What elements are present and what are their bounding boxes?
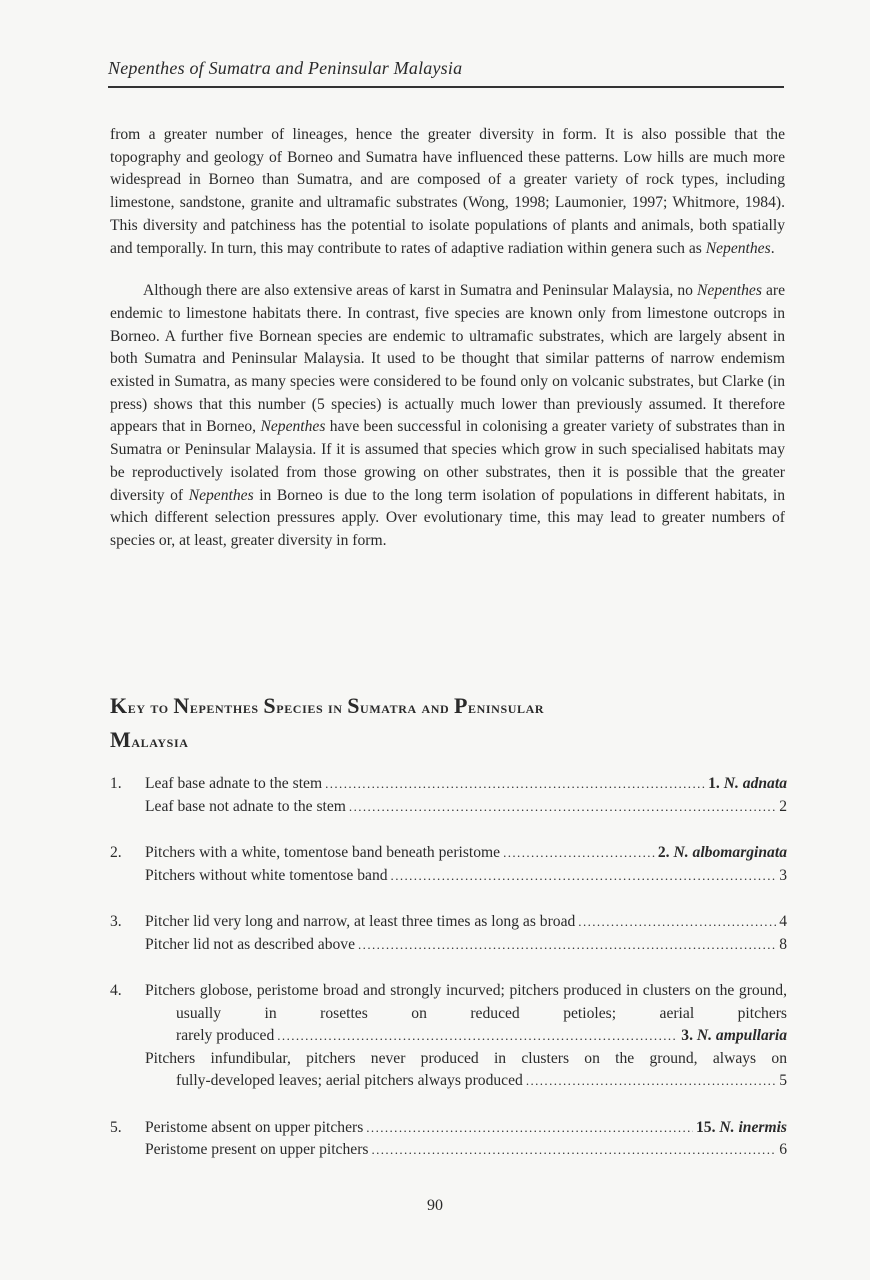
lead-text: Peristome absent on upper pitchers	[145, 1118, 364, 1136]
key-lead-5a	[110, 1117, 787, 1140]
lead-text: Pitchers globose, peristome broad and strongly incurved; pitchers produced in clusters on the ground, usually in rosettes on reduced petioles; aerial pitchers	[145, 982, 787, 1022]
p2-genus-2: Nepenthes	[260, 418, 326, 436]
lead-result-taxon: 1. N. adnata	[708, 775, 787, 792]
leader-dots	[325, 773, 705, 796]
lead-goto: 4	[779, 913, 787, 930]
lead-text: Pitchers infundibular, pitchers never produced in clusters on the ground, always on	[145, 1049, 787, 1067]
lead-goto: 8	[779, 935, 787, 953]
lead-result-taxon: 15. N. inermis	[696, 1118, 787, 1136]
lead-text: Pitchers without white tomentose band	[145, 866, 388, 884]
key-lead-3a	[110, 911, 787, 934]
leader-dots	[578, 911, 776, 934]
lead-text-last: rarely produced	[176, 1027, 275, 1044]
lead-4a-wrapped	[145, 980, 787, 1048]
p1-genus: Nepenthes	[705, 239, 771, 257]
couplet-number: 2.	[110, 844, 122, 861]
leader-dots	[391, 865, 777, 888]
lead-result-taxon: 2. N. albomarginata	[657, 844, 787, 861]
lead-text-last: fully-developed leaves; aerial pitchers always produced	[176, 1072, 523, 1089]
page-number: 90	[427, 1197, 443, 1214]
lead-text: Pitchers with a white, tomentose band beneath peristome	[145, 844, 501, 861]
lead-text: Pitcher lid not as described above	[145, 935, 356, 953]
p2-text-4: in Borneo is due to the long term isolation of populations in different habitats, in which different selection pressures apply. Over evolutionary time, this may lead to greater numbers of species or, at least, greater diversity in form.	[110, 486, 786, 549]
p2-text-3: have been successful in colonising a greater variety of substrates than in Sumatra or Peninsular Malaysia. If it is assumed that species which grow in such specialised habitats may be reproductively isolated from those growing on other substrates, then it is possible that the greater diversity of	[110, 418, 785, 504]
leader-dots	[371, 1139, 776, 1162]
couplet-number: 5.	[110, 1118, 122, 1136]
running-title: Nepenthes of Sumatra and Peninsular Malaysia	[108, 58, 463, 78]
couplet-number: 1.	[110, 775, 122, 792]
key-lead-3b	[110, 934, 787, 957]
lead-text: Leaf base not adnate to the stem	[145, 797, 346, 815]
lead-text: Leaf base adnate to the stem	[145, 775, 323, 792]
key-lead-1a	[110, 773, 787, 796]
key-couplet-5	[110, 1117, 787, 1162]
key-lead-1b	[110, 796, 787, 819]
lead-goto: 6	[779, 1141, 787, 1158]
lead-result-taxon: 3. N. ampullaria	[681, 1027, 787, 1044]
p2-genus-1: Nepenthes	[696, 282, 762, 300]
key-heading	[110, 690, 785, 758]
p1-text-b: .	[770, 239, 775, 257]
key-lead-2b	[110, 865, 787, 888]
couplet-number: 4.	[110, 982, 122, 999]
p2-genus-3: Nepenthes	[188, 486, 254, 504]
key-heading-line-2: Malaysia	[110, 727, 189, 752]
paragraph-1	[110, 124, 785, 260]
leader-dots	[277, 1025, 678, 1048]
key-lead-5b	[110, 1139, 787, 1162]
lead-text: Pitcher lid very long and narrow, at least three times as long as broad	[145, 913, 576, 930]
lead-goto: 2	[779, 797, 787, 815]
lead-goto: 3	[779, 866, 787, 884]
p2-text-1: Although there are also extensive areas of karst in Sumatra and Peninsular Malaysia, no	[143, 282, 697, 300]
p1-text-a: from a greater number of lineages, hence the greater diversity in form. It is also possible that the topography and geology of Borneo and Sumatra have influenced these patterns. Low hills are much more widespread in Borneo than Sumatra, and are composed of a greater variety of rock types, including limestone, sandstone, granite and ultramafic substrates (Wong, 1998; Laumonier, 1997; Whitmore, 1984). This diversity and patchiness has the potential to isolate populations of plants and animals, both spatially and temporally. In turn, this may contribute to rates of adaptive radiation within genera such as	[110, 126, 785, 257]
key-couplet-3	[110, 911, 787, 956]
leader-dots	[358, 934, 776, 957]
key-heading-line-1: Key to Nepenthes Species in Sumatra and Peninsular	[110, 693, 545, 718]
lead-goto: 5	[779, 1072, 787, 1089]
couplet-number: 3.	[110, 913, 122, 930]
body-text	[110, 124, 785, 553]
key-couplet-2	[110, 842, 787, 887]
identification-key	[110, 773, 787, 1186]
leader-dots	[503, 842, 655, 865]
key-lead-4a	[110, 980, 787, 1048]
paragraph-2	[110, 280, 785, 552]
header-rule	[108, 86, 784, 88]
lead-text: Peristome present on upper pitchers	[145, 1141, 369, 1158]
key-lead-2a	[110, 842, 787, 865]
key-couplet-1	[110, 773, 787, 818]
leader-dots	[526, 1070, 776, 1093]
key-lead-4b	[110, 1048, 787, 1093]
leader-dots	[349, 796, 776, 819]
leader-dots	[366, 1117, 693, 1140]
p2-text-2: are endemic to limestone habitats there. In contrast, five species are known only from limestone outcrops in Borneo. A further five Bornean species are endemic to ultramafic substrates, which are largely absent in both Sumatra and Peninsular Malaysia. It used to be thought that similar patterns of narrow endemism existed in Sumatra, as many species were considered to be found only on volcanic substrates, but Clarke (in press) shows that this number (5 species) is actually much lower than previously assumed. It therefore appears that in Borneo,	[110, 282, 786, 436]
key-couplet-4	[110, 980, 787, 1093]
